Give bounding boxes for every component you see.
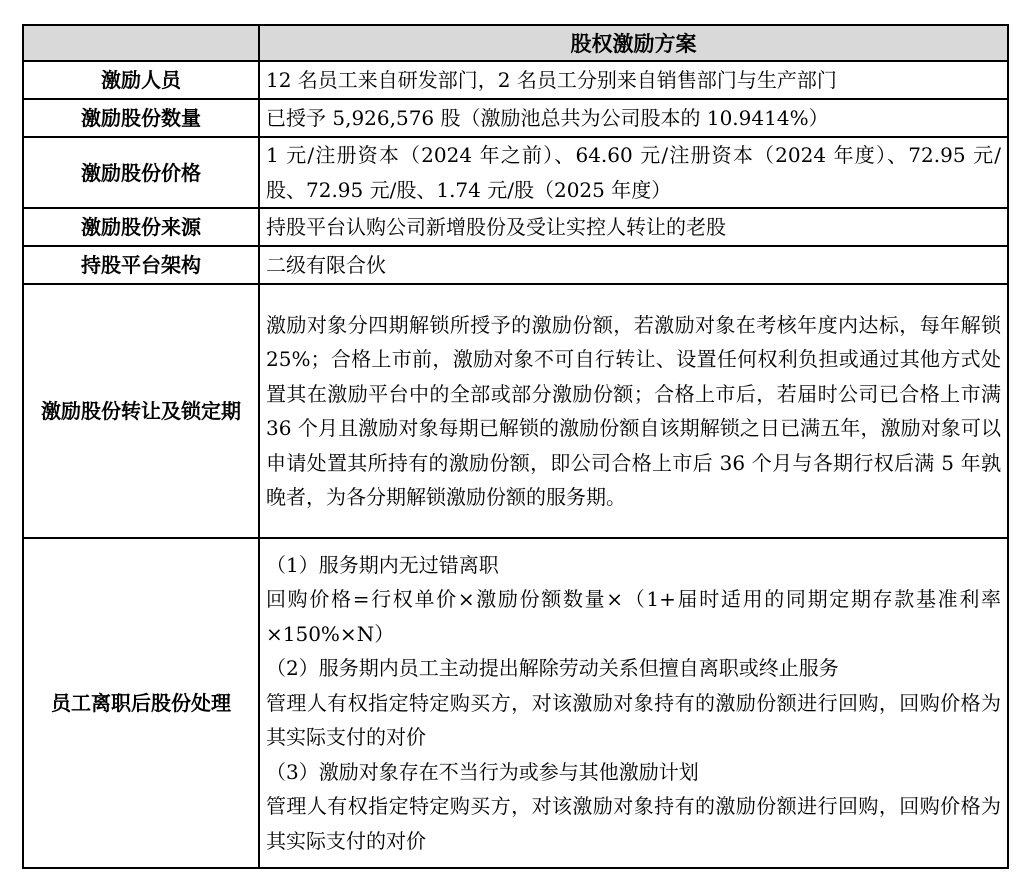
row-value-departure-handling <box>259 538 1008 868</box>
row-label-departure-handling: 员工离职后股份处理 <box>23 538 259 868</box>
departure-case-1-heading: （1）服务期内无过错离职 <box>266 552 499 577</box>
departure-case-2-heading: （2）服务期内员工主动提出解除劳动关系但擅自离职或终止服务 <box>266 656 839 681</box>
table-header-row <box>23 25 1008 61</box>
table-row <box>23 208 1008 246</box>
table-row <box>23 137 1008 208</box>
equity-incentive-table <box>22 24 1009 869</box>
row-label-share-quantity: 激励股份数量 <box>23 99 259 137</box>
row-label-incentive-persons: 激励人员 <box>23 61 259 99</box>
departure-case-3-heading: （3）激励对象存在不当行为或参与其他激励计划 <box>266 759 699 784</box>
row-label-transfer-lockup: 激励股份转让及锁定期 <box>23 284 259 538</box>
table-row <box>23 246 1008 284</box>
row-value-transfer-lockup: 激励对象分四期解锁所授予的激励份额，若激励对象在考核年度内达标，每年解锁 25%；合格上市前，激励对象不可自行转让、设置任何权利负担或通过其他方式处置其在激励平台中的全部或部分激励份额；合格上市后，若届时公司已合格上市满 36 个月且激励对象每期已解锁的激励份额自该期解锁之日已满五年，激励对象可以申请处置其所持有的激励份额，即公司合格上市后 36 个月与各期行权后满 5 年孰晚者，为各分期解锁激励份额的服务期。 <box>259 284 1008 538</box>
departure-case-2-detail: 管理人有权指定特定购买方，对该激励对象持有的激励份额进行回购，回购价格为其实际支付的对价 <box>266 690 1001 750</box>
table-title: 股权激励方案 <box>259 25 1008 61</box>
table-row <box>23 284 1008 538</box>
departure-case-1-detail: 回购价格=行权单价×激励份额数量×（1+届时适用的同期定期存款基准利率×150%×N） <box>266 587 1001 646</box>
table-row <box>23 99 1008 137</box>
row-value-share-quantity: 已授予 5,926,576 股（激励池总共为公司股本的 10.9414%） <box>259 99 1008 137</box>
departure-case-3-detail: 管理人有权指定特定购买方，对该激励对象持有的激励份额进行回购，回购价格为其实际支付的对价 <box>266 794 1001 853</box>
row-label-share-price: 激励股份价格 <box>23 137 259 208</box>
table-row <box>23 538 1008 868</box>
row-value-share-price: 1 元/注册资本（2024 年之前）、64.60 元/注册资本（2024 年度）、72.95 元/股、72.95 元/股、1.74 元/股（2025 年度） <box>259 137 1008 208</box>
row-label-share-source: 激励股份来源 <box>23 208 259 246</box>
row-label-platform-structure: 持股平台架构 <box>23 246 259 284</box>
header-blank-cell <box>23 25 259 61</box>
row-value-share-source: 持股平台认购公司新增股份及受让实控人转让的老股 <box>259 208 1008 246</box>
table-row <box>23 61 1008 99</box>
row-value-incentive-persons: 12 名员工来自研发部门，2 名员工分别来自销售部门与生产部门 <box>259 61 1008 99</box>
row-value-platform-structure: 二级有限合伙 <box>259 246 1008 284</box>
